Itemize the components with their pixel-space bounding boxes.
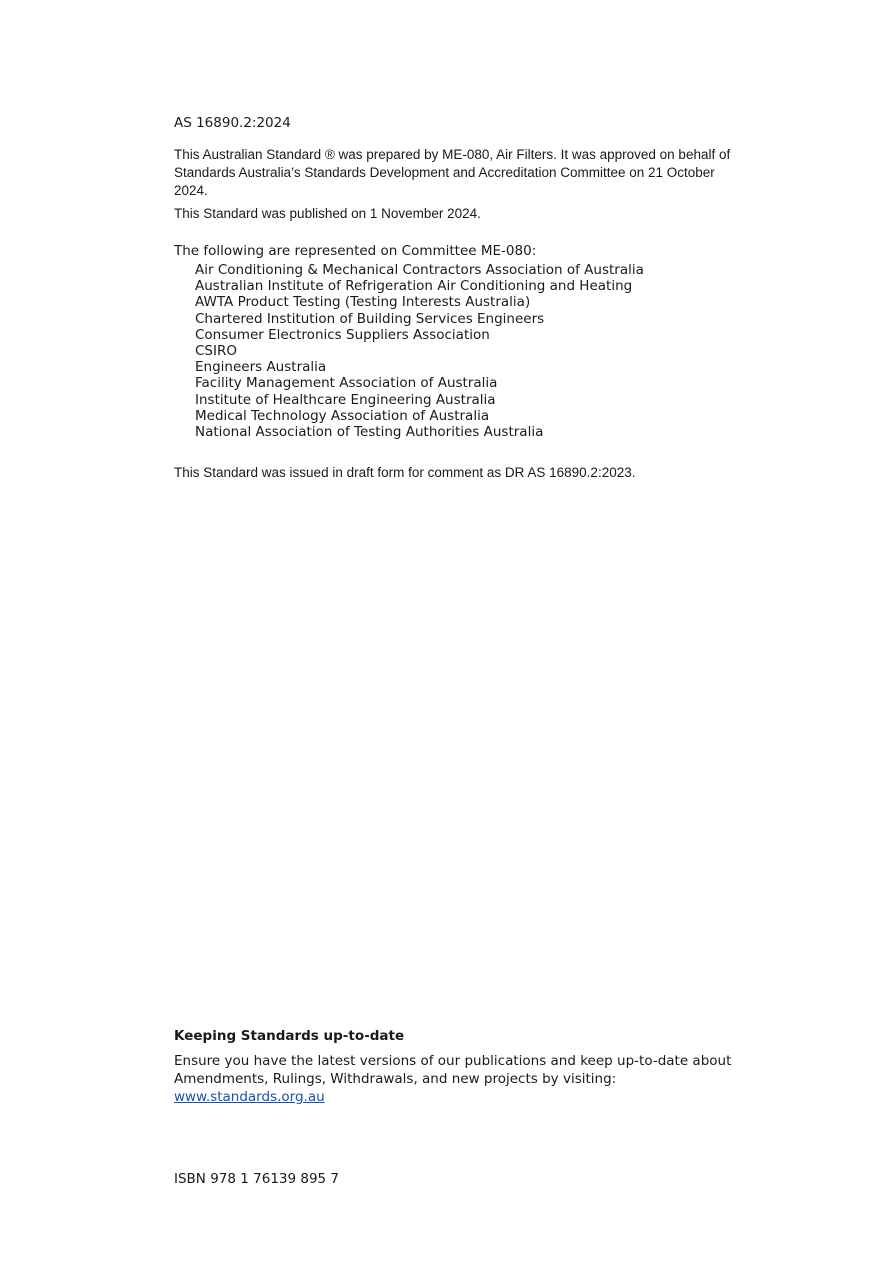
committee-member-item: Facility Management Association of Australia [195,375,498,392]
committee-member-item: Medical Technology Association of Australia [195,407,490,424]
committee-member-item: Air Conditioning & Mechanical Contractors Association of Australia [195,262,644,278]
keeping-up-to-date-heading: Keeping Standards up-to-date [174,1028,405,1044]
committee-member-item: Engineers Australia [195,359,327,376]
committee-member-list [195,262,644,440]
draft-statement: This Standard was issued in draft form for comment as DR AS 16890.2:2023. [174,465,636,480]
isbn-number: ISBN 978 1 76139 895 7 [174,1171,340,1187]
preparation-statement: This Australian Standard ® was prepared by ME-080, Air Filters. It was approved on behalf of Standards Australia’s Standards Development and Accreditation Committee on 21 October 2024. [174,147,731,198]
committee-member-item: National Association of Testing Authorities Australia [195,424,544,441]
keeping-up-to-date-text [174,1052,734,1106]
committee-member-item: CSIRO [195,343,237,360]
document-designation: AS 16890.2:2024 [174,115,291,131]
committee-intro: The following are represented on Committee ME-080: [174,243,537,259]
standards-website-link[interactable]: www.standards.org.au [174,1089,325,1105]
committee-member-item: Institute of Healthcare Engineering Australia [195,391,496,408]
committee-member-item: Consumer Electronics Suppliers Association [195,326,490,343]
committee-member-item: Chartered Institution of Building Services Engineers [195,310,545,327]
keeping-up-to-date-body: Ensure you have the latest versions of our publications and keep up-to-date about Amendments, Rulings, Withdrawals, and new projects by visiting: [174,1053,732,1087]
publication-date-statement: This Standard was published on 1 November 2024. [174,206,481,221]
committee-member-item: AWTA Product Testing (Testing Interests Australia) [195,294,531,311]
committee-member-item: Australian Institute of Refrigeration Air Conditioning and Heating [195,278,633,295]
